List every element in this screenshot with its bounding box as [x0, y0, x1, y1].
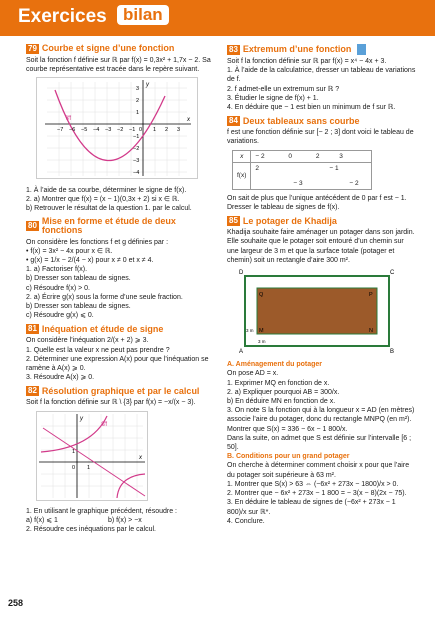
- calculator-icon: [357, 44, 366, 55]
- exercise-text: Soit f la fonction définie sur ℝ par f(x) = x⁴ − 4x + 3.: [227, 58, 387, 65]
- question: 2. Déterminer une expression A(x) pour que l’inéquation se ramène à A(x) ⩾ 0.: [26, 355, 209, 373]
- f-value: 2: [255, 164, 260, 172]
- question: c) Résoudre f(x) > 0.: [26, 284, 90, 292]
- question: 3. En déduire le tableau de signes de (−6x² + 273x − 1 800)/x sur ℝ*.: [227, 499, 396, 516]
- question: b) f(x) > −x: [107, 517, 142, 525]
- question: c) Résoudre g(x) ⩽ 0.: [26, 312, 94, 320]
- f-value: − 1: [329, 164, 339, 172]
- section-title: Exercices: [18, 6, 107, 27]
- exercise-number: 84: [229, 116, 238, 126]
- question: Montrer que S(x) = 336 − 6x − 1 800/x.: [227, 425, 348, 433]
- corner-label: N: [369, 328, 373, 335]
- question: 1. Exprimer MQ en fonction de x.: [227, 379, 330, 387]
- exercise-text: On sait de plus que l’unique antécédent de 0 par f est − 1. Dresser le tableau de signes de f(x).: [227, 194, 407, 212]
- x-tick: −1: [129, 127, 136, 134]
- curve-label: 𝒞f: [101, 421, 108, 428]
- width-label: 3 m: [246, 328, 254, 334]
- f-value: − 3: [293, 179, 303, 187]
- exercise-number: 82: [28, 386, 37, 396]
- x-tick: 3: [177, 127, 181, 134]
- x-value: 3: [339, 152, 343, 160]
- question: 1. En utilisant le graphique précédent, résoudre :: [26, 507, 177, 515]
- corner-label: D: [239, 270, 244, 277]
- exercise-text: On pose AD = x.: [227, 370, 279, 378]
- table-header: f(x): [233, 162, 251, 189]
- exercise-81: [26, 324, 218, 382]
- y-unit-label: 1: [72, 448, 76, 455]
- garden-figure: [237, 268, 397, 354]
- corner-label: B: [390, 349, 395, 355]
- exercise-text: Soit la fonction f définie sur ℝ par f(x) = 0,3x² + 1,7x − 2. Sa courbe représentative est tracée dans le repère suivant.: [26, 57, 211, 74]
- part-heading: B. Conditions pour un grand potager: [227, 453, 350, 461]
- exercise-text: Dans la suite, on admet que S est définie sur l’intervalle [6 ; 50].: [227, 434, 412, 452]
- y-tick: 2: [136, 98, 140, 105]
- x-axis-label: x: [139, 454, 142, 461]
- exercise-number: 80: [28, 221, 37, 231]
- curve-label: 𝒞f: [65, 116, 72, 123]
- question: b) Dresser son tableau de signes.: [26, 275, 131, 283]
- exercise-text: On considère l’inéquation 2/(x + 2) ⩾ 3.: [26, 337, 149, 345]
- question: 2. a) Expliquer pourquoi AB = 300/x.: [227, 388, 340, 396]
- question: b) Retrouver le résultat de la question 1. par le calcul.: [26, 205, 192, 213]
- section-badge: bilan: [117, 5, 169, 25]
- y-tick: −4: [133, 170, 140, 177]
- y-axis-label: y: [146, 82, 149, 89]
- exercise-text: f est une fonction définie sur [− 2 ; 3] dont voici le tableau de variations.: [227, 129, 414, 146]
- exercise-title: Extremum d’une fonction: [242, 43, 352, 54]
- f-value: − 2: [349, 179, 359, 187]
- y-tick: 1: [136, 110, 140, 117]
- question: 2. Montrer que − 6x² + 273x − 1 800 = − 3(x − 8)(2x − 75).: [227, 490, 407, 498]
- question: 2. Résoudre ces inéquations par le calcul.: [26, 526, 156, 534]
- left-column: [26, 44, 218, 538]
- exercise-79: [26, 44, 218, 213]
- exercise-title: Inéquation et étude de signe: [41, 323, 164, 334]
- corner-label: C: [390, 270, 395, 277]
- x-value: 0: [288, 152, 293, 160]
- question: 2. a) Montrer que f(x) = (x − 1)(0,3x + 2) si x ∈ ℝ.: [26, 195, 180, 203]
- y-tick: 3: [136, 86, 140, 93]
- corner-label: A: [239, 349, 244, 355]
- formula: • g(x) = 1/x − 2/(4 − x) pour x ≠ 0 et x ≠ 4.: [26, 257, 154, 265]
- origin-label: 0: [72, 464, 76, 471]
- formula: • f(x) = 3x² − 4x pour x ∈ ℝ.: [26, 247, 113, 255]
- exercise-number: 81: [28, 324, 37, 334]
- exercise-number: 79: [28, 44, 37, 53]
- exercise-80: [26, 217, 218, 320]
- hyperbola-graph: [36, 411, 148, 501]
- question: 4. En déduire que − 1 est bien un minimum de f sur ℝ.: [227, 104, 396, 112]
- question: 1. a) Factoriser f(x).: [26, 266, 88, 274]
- exercise-82: [26, 386, 218, 534]
- x-unit-label: 1: [87, 464, 91, 471]
- question: 1. Quelle est la valeur x ne peut pas prendre ?: [26, 346, 170, 354]
- question: 1. Montrer que S(x) > 63 ⇔ (−6x² + 273x − 1800)/x > 0.: [227, 480, 399, 488]
- width-label: 3 m: [258, 339, 266, 345]
- y-tick: −1: [133, 134, 140, 141]
- x-tick: 0: [139, 127, 143, 134]
- x-axis-label: x: [187, 117, 190, 124]
- exercise-text: On considère les fonctions f et g définies par :: [26, 238, 169, 246]
- header-banner: [0, 0, 435, 36]
- exercise-text: Soit f la fonction définie sur ℝ \ {3} par f(x) = −x/(x − 3).: [26, 399, 196, 407]
- question: 3. Étudier le signe de f(x) + 1.: [227, 94, 319, 102]
- y-tick: −2: [133, 146, 140, 153]
- corner-label: P: [369, 292, 373, 299]
- x-value: − 2: [255, 152, 265, 160]
- exercise-title: Courbe et signe d’une fonction: [41, 43, 175, 54]
- exercise-text: Khadija souhaite faire aménager un potager dans son jardin. Elle souhaite que le potager soit entouré d’un chemin sur une largeur de 3 m et que la surface totale (potager et chemin) soit un rectangle d’aire 300 m².: [227, 229, 415, 264]
- exercise-85: [227, 216, 417, 526]
- x-tick: 1: [153, 127, 157, 134]
- question: 4. Conclure.: [227, 517, 265, 525]
- exercise-83: [227, 44, 417, 112]
- part-heading: A. Aménagement du potager: [227, 361, 323, 369]
- exercise-title: Mise en forme et étude de deux fonctions: [41, 216, 176, 236]
- page-number: 258: [8, 598, 24, 608]
- question: 2. f admet-elle un extremum sur ℝ ?: [227, 85, 340, 93]
- x-tick: −6: [69, 127, 76, 134]
- question: 2. a) Écrire g(x) sous la forme d’une seule fraction.: [26, 293, 183, 301]
- x-tick: −3: [105, 127, 112, 134]
- x-value: 2: [315, 152, 320, 160]
- exercise-title: Le potager de Khadija: [242, 215, 337, 226]
- exercise-title: Deux tableaux sans courbe: [242, 115, 360, 126]
- exercise-number: 83: [229, 44, 238, 54]
- right-column: [227, 44, 417, 530]
- question: 3. Résoudre A(x) ⩾ 0.: [26, 374, 95, 382]
- corner-label: M: [259, 328, 264, 335]
- exercise-84: [227, 116, 417, 212]
- question: 1. À l’aide de sa courbe, déterminer le signe de f(x).: [26, 186, 187, 194]
- question: a) f(x) ⩽ 1: [26, 517, 58, 525]
- exercise-title: Résolution graphique et par le calcul: [41, 385, 200, 396]
- y-axis-label: y: [80, 415, 83, 422]
- exercise-text: On cherche à déterminer comment choisir x pour que l’aire du potager soit supérieure à 63 m².: [227, 462, 410, 479]
- question: 1. À l’aide de la calculatrice, dresser un tableau de variations de f.: [227, 67, 416, 84]
- corner-label: Q: [259, 292, 264, 299]
- parabola-graph: [36, 77, 198, 179]
- table-header: x: [233, 150, 251, 162]
- x-tick: −2: [117, 127, 124, 134]
- x-tick: 2: [165, 127, 169, 134]
- x-tick: −4: [93, 127, 100, 134]
- variation-table: [232, 150, 372, 190]
- question: 3. On note S la fonction qui à la longueur x = AD (en mètres) associe l’aire du potager, donc du rectangle MNPQ (en m²).: [227, 407, 415, 424]
- y-tick: −3: [133, 158, 140, 165]
- x-tick: −5: [81, 127, 88, 134]
- question: b) En déduire MN en fonction de x.: [227, 398, 336, 406]
- x-tick: −7: [57, 127, 64, 134]
- question: b) Dresser son tableau de signes.: [26, 303, 131, 311]
- exercise-number: 85: [229, 216, 238, 226]
